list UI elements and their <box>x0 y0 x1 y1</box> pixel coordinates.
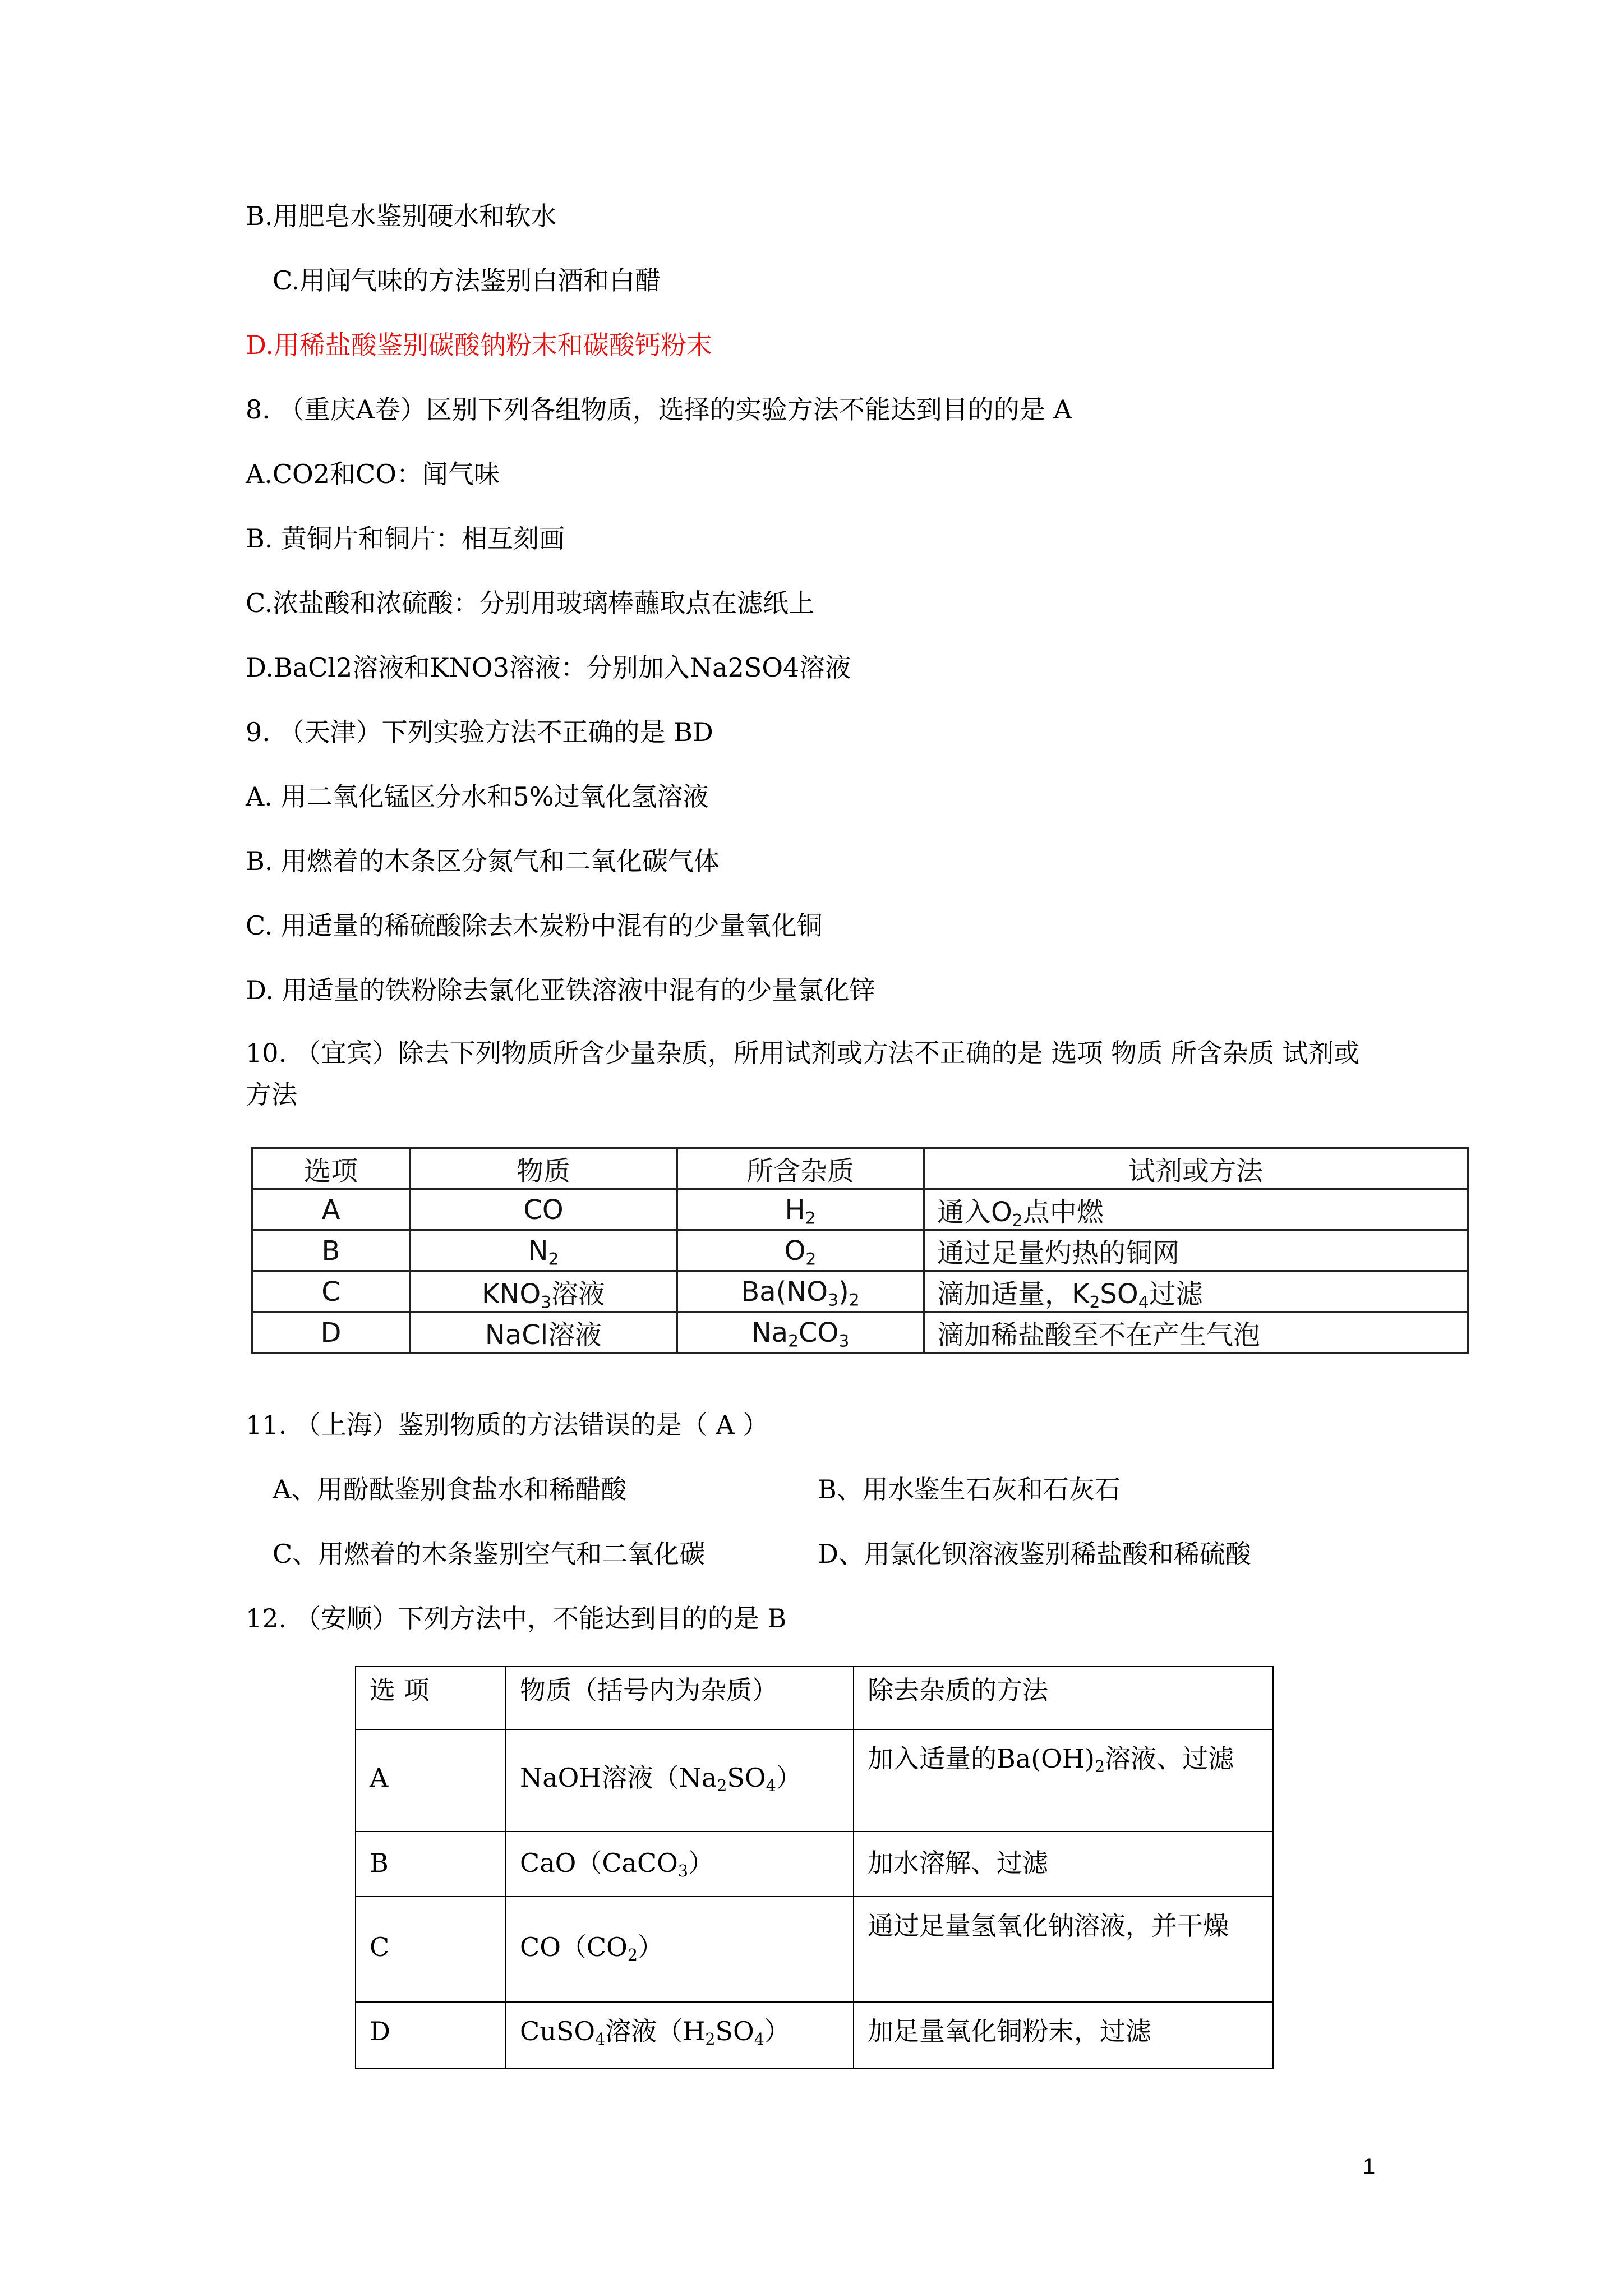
q9-option-d: D. 用适量的铁粉除去氯化亚铁溶液中混有的少量氯化锌 <box>246 975 875 1005</box>
q11-option-c: C、用燃着的木条鉴别空气和二氧化碳 <box>273 1539 706 1569</box>
q7-option-d-highlighted: D.用稀盐酸鉴别碳酸钠粉末和碳酸钙粉末 <box>246 330 712 360</box>
header-cell: 物质 <box>410 1148 677 1189</box>
header-cell: 选 项 <box>356 1667 506 1729</box>
q8-option-b: B. 黄铜片和铜片：相互刻画 <box>246 523 565 554</box>
q12-stem: 12. （安顺）下列方法中，不能达到目的的是 B <box>246 1603 787 1634</box>
q11-option-b: B、用水鉴生石灰和石灰石 <box>818 1474 1121 1504</box>
header-cell: 除去杂质的方法 <box>854 1667 1273 1729</box>
substance-cell: CO <box>410 1189 677 1230</box>
header-cell: 试剂或方法 <box>924 1148 1468 1189</box>
table-row <box>252 1230 1468 1271</box>
q8-option-d: D.BaCl2溶液和KNO3溶液：分别加入Na2SO4溶液 <box>246 652 851 683</box>
method-cell: 滴加稀盐酸至不在产生气泡 <box>924 1312 1468 1353</box>
impurity-cell: $Na_2CO_3$ <box>677 1312 924 1353</box>
q11-stem: 11. （上海）鉴别物质的方法错误的是（ A ） <box>246 1410 769 1440</box>
q12-table <box>355 1666 1274 2069</box>
header-cell: 所含杂质 <box>677 1148 924 1189</box>
header-cell: 选项 <box>252 1148 410 1189</box>
table-row <box>356 1832 1273 1897</box>
option-cell: D <box>252 1312 410 1353</box>
option-cell: B <box>252 1230 410 1271</box>
table-row <box>252 1189 1468 1230</box>
substance-cell: $N_2$ <box>410 1230 677 1271</box>
method-cell: 滴加适量，$K_2SO_4$过滤 <box>924 1271 1468 1312</box>
q8-option-a: A.CO2和CO：闻气味 <box>246 459 500 489</box>
q11-option-a: A、用酚酞鉴别食盐水和稀醋酸 <box>273 1474 627 1504</box>
option-cell: C <box>252 1271 410 1312</box>
substance-cell: CaO（CaCO$_3$） <box>506 1832 854 1897</box>
substance-cell: NaCl溶液 <box>410 1312 677 1353</box>
substance-cell: NaOH溶液$(Na_2SO_4)$ <box>506 1729 854 1832</box>
table-row <box>356 1897 1273 2002</box>
method-cell: 加足量氧化铜粉末，过滤 <box>854 2002 1273 2068</box>
q10-table <box>251 1147 1469 1354</box>
option-cell: D <box>356 2002 506 2068</box>
method-cell: 通过足量灼热的铜网 <box>924 1230 1468 1271</box>
table-row <box>252 1271 1468 1312</box>
substance-cell: CuSO$_4$溶液$(H_2SO_4)$ <box>506 2002 854 2068</box>
q9-option-a: A. 用二氧化锰区分水和5%过氧化氢溶液 <box>246 781 709 812</box>
q10-stem: 10. （宜宾）除去下列物质所含少量杂质，所用试剂或方法不正确的是 选项 物质 所含杂质 试剂或方法 <box>246 1038 1360 1110</box>
table-row <box>356 2002 1273 2068</box>
option-cell: C <box>356 1897 506 2002</box>
q8-stem: 8. （重庆A卷）区别下列各组物质，选择的实验方法不能达到目的的是 A <box>246 394 1072 425</box>
table-header-row <box>356 1667 1273 1729</box>
substance-cell: $KNO_3$溶液 <box>410 1271 677 1312</box>
header-cell: 物质（括号内为杂质） <box>506 1667 854 1729</box>
method-cell: 通过足量氢氧化钠溶液，并干燥 <box>854 1897 1273 2002</box>
q7-option-b: B.用肥皂水鉴别硬水和软水 <box>246 201 557 231</box>
q9-option-c: C. 用适量的稀硫酸除去木炭粉中混有的少量氧化铜 <box>246 910 823 941</box>
method-cell: 通入$O_2$点中燃 <box>924 1189 1468 1230</box>
q9-option-b: B. 用燃着的木条区分氮气和二氧化碳气体 <box>246 846 720 876</box>
impurity-cell: $Ba(NO_3)_2$ <box>677 1271 924 1312</box>
q7-option-c: C.用闻气味的方法鉴别白酒和白醋 <box>273 265 661 296</box>
option-cell: B <box>356 1832 506 1897</box>
q8-option-c: C.浓盐酸和浓硫酸：分别用玻璃棒蘸取点在滤纸上 <box>246 588 815 618</box>
method-cell: 加水溶解、过滤 <box>854 1832 1273 1897</box>
option-cell: A <box>356 1729 506 1832</box>
method-cell: 加入适量的$Ba(OH)_2$溶液、过滤 <box>854 1729 1273 1832</box>
q9-stem: 9. （天津）下列实验方法不正确的是 BD <box>246 717 713 747</box>
option-cell: A <box>252 1189 410 1230</box>
table-header-row <box>252 1148 1468 1189</box>
page-number: 1 <box>1363 2154 1376 2179</box>
table-row <box>356 1729 1273 1832</box>
q11-option-d: D、用氯化钡溶液鉴别稀盐酸和稀硫酸 <box>818 1539 1251 1569</box>
substance-cell: $CO(CO_2)$ <box>506 1897 854 2002</box>
impurity-cell: $H_2$ <box>677 1189 924 1230</box>
impurity-cell: $O_2$ <box>677 1230 924 1271</box>
table-row <box>252 1312 1468 1353</box>
